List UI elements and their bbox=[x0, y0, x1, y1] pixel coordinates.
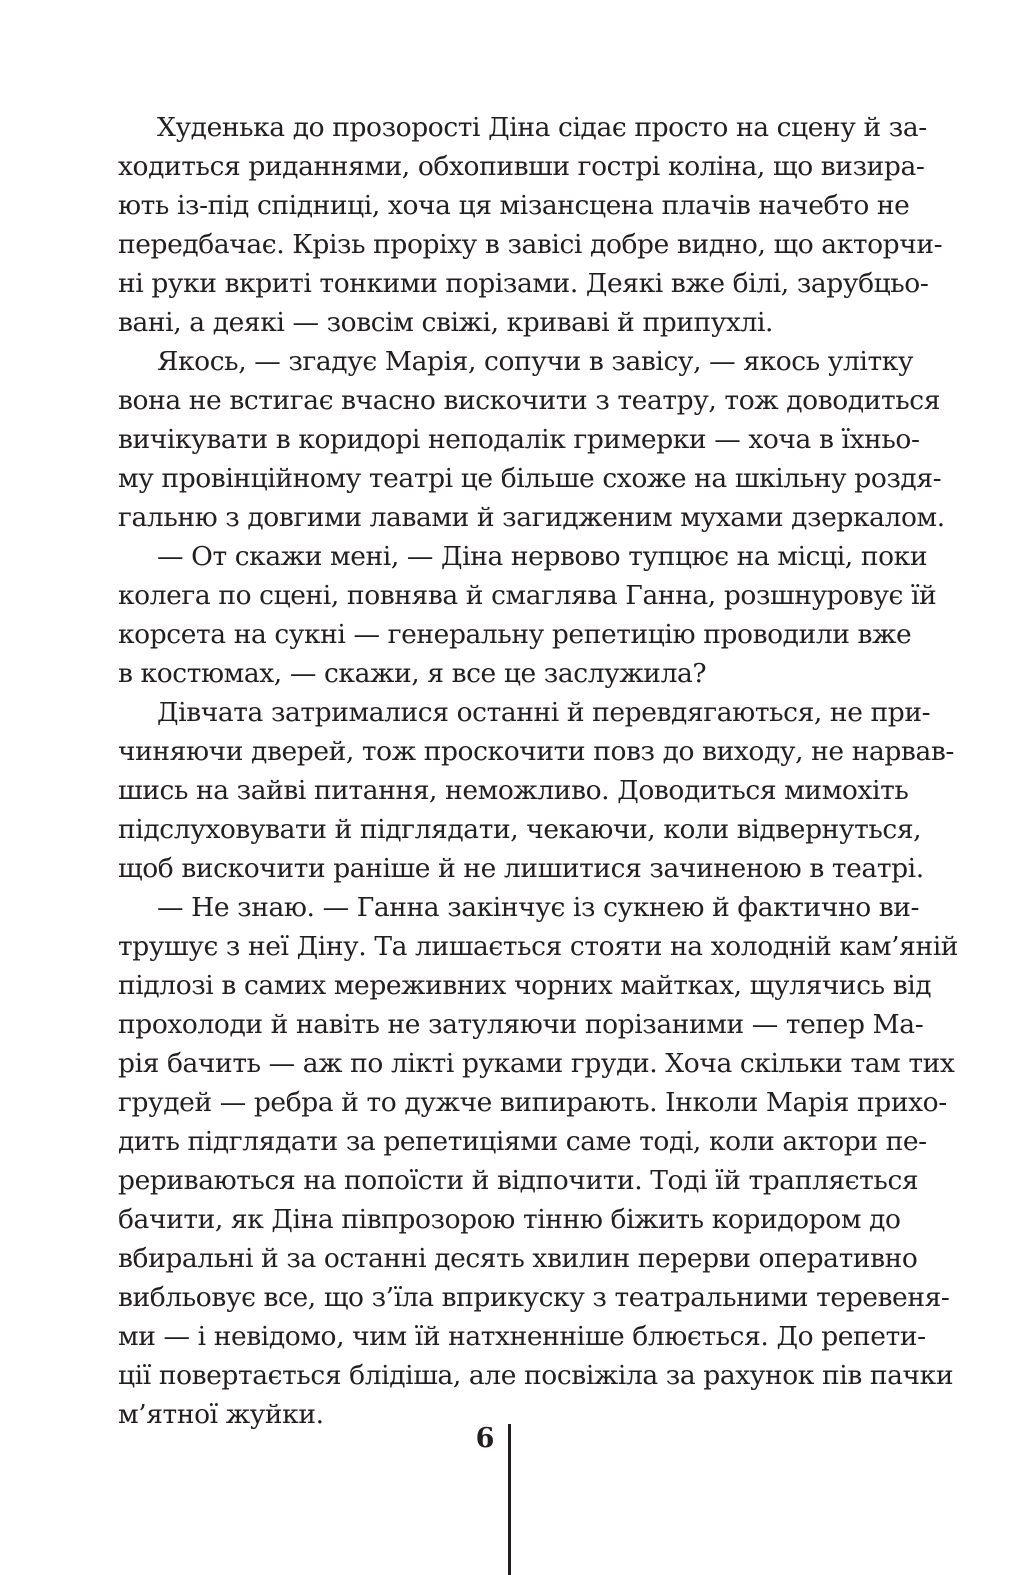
text-line: ють із-під спідниці, хоча ця мізансцена плачів начебто не bbox=[118, 190, 910, 221]
text-line: рія бачить — аж по лікті руками груди. Хоча скільки там тих bbox=[118, 1048, 955, 1079]
text-line: щоб вискочити раніше й не лишитися зачиненою в театрі. bbox=[118, 853, 924, 884]
text-line: підлозі в самих мереживних чорних майтках, щулячись від bbox=[118, 970, 932, 1001]
text-line: вичікувати в коридорі неподалік гримерки — хоча в їхньо- bbox=[118, 424, 920, 455]
text-line: вбиральні й за останні десять хвилин перерви оперативно bbox=[118, 1243, 918, 1274]
text-line: ми — і невідомо, чим їй натхненніше блюється. До репети- bbox=[118, 1321, 926, 1352]
text-line: бачити, як Діна півпрозорою тінню біжить коридором до bbox=[118, 1204, 901, 1235]
text-line: передбачає. Крізь проріху в завісі добре видно, що акторчи- bbox=[118, 229, 943, 260]
text-line: грудей — ребра й то дужче випирають. Інколи Марія прихо- bbox=[118, 1087, 947, 1118]
text-line: вані, а деякі — зовсім свіжі, криваві й припухлі. bbox=[118, 307, 774, 338]
text-line: шись на зайві питання, неможливо. Доводиться мимохіть bbox=[118, 775, 909, 806]
text-line: — Не знаю. — Ганна закінчує із сукнею й фактично ви- bbox=[157, 892, 920, 923]
text-line: рериваються на попоїсти й відпочити. Тоді їй трапляється bbox=[118, 1165, 919, 1196]
text-line: Якось, — згадує Марія, сопучи в завісу, — якось улітку bbox=[157, 346, 914, 377]
text-line: — От скажи мені, — Діна нервово тупцює на місці, поки bbox=[157, 541, 928, 572]
text-line: в костюмах, — скажи, я все це заслужила? bbox=[118, 658, 707, 689]
text-line: прохолоди й навіть не затуляючи порізаними — тепер Ма- bbox=[118, 1009, 924, 1040]
text-line: колега по сцені, повнява й смаглява Ганна, розшнуровує їй bbox=[118, 580, 937, 611]
text-line: вибльовує все, що з’їла вприкуску з театральними теревеня- bbox=[118, 1282, 950, 1313]
text-line: дить підглядати за репетиціями саме тоді, коли актори пе- bbox=[118, 1126, 927, 1157]
text-line: ходиться риданнями, обхопивши гострі коліна, що визира- bbox=[118, 151, 925, 182]
page-number: 6 bbox=[475, 1423, 495, 1454]
text-line: Худенька до прозорості Діна сідає просто на сцену й за- bbox=[157, 112, 927, 143]
text-line: гальню з довгими лавами й загидженим мухами дзеркалом. bbox=[118, 502, 945, 533]
text-line: му провінційному театрі це більше схоже на шкільну роздя- bbox=[118, 463, 942, 494]
text-line: трушує з неї Діну. Та лишається стояти на холодній кам’яній bbox=[118, 931, 959, 962]
text-line: м’ятної жуйки. bbox=[118, 1399, 324, 1430]
text-line: Дівчата затрималися останні й перевдягаються, не при- bbox=[157, 697, 931, 728]
text-line: чиняючи дверей, тож проскочити повз до виходу, не нарвав- bbox=[118, 736, 954, 767]
text-line: вона не встигає вчасно вискочити з театру, тож доводиться bbox=[118, 385, 941, 416]
text-line: підслуховувати й підглядати, чекаючи, коли відвернуться, bbox=[118, 814, 922, 845]
text-line: ції повертається блідіша, але посвіжіла за рахунок пів пачки bbox=[118, 1360, 954, 1391]
text-line: корсета на сукні — генеральну репетицію проводили вже bbox=[118, 619, 912, 650]
text-line: ні руки вкриті тонкими порізами. Деякі вже білі, зарубцьо- bbox=[118, 268, 929, 299]
page-number-rule bbox=[508, 1424, 511, 1575]
